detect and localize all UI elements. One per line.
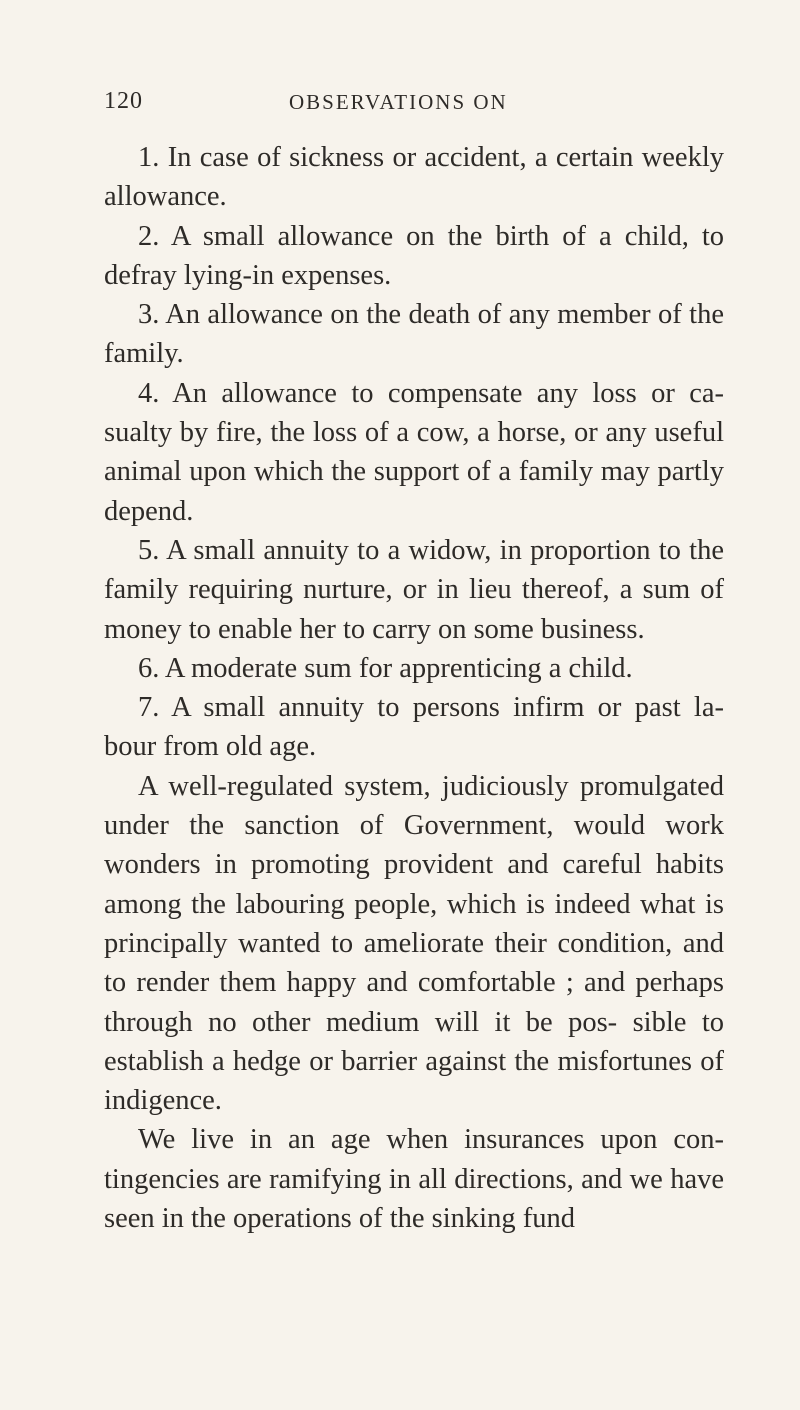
list-item-1: 1. In case of sickness or accident, a certain weekly allowance. [104, 142, 724, 213]
page-header [104, 88, 724, 124]
list-item-7: 7. A small annuity to persons infirm or past la- bour from old age. [104, 692, 724, 763]
list-item-6: 6. A moderate sum for apprenticing a child. [138, 652, 633, 684]
list-item-2: 2. A small allowance on the birth of a child, to defray lying-in expenses. [104, 220, 724, 291]
body-text [104, 138, 724, 1238]
paragraph-insurances: We live in an age when insurances upon con- tingencies are ramifying in all directions, and we have seen in the operations of the sinking fund [104, 1124, 724, 1235]
list-item-3: 3. An allowance on the death of any member of the family. [104, 299, 724, 370]
page-number: 120 [104, 88, 143, 114]
list-item-5: 5. A small annuity to a widow, in proportion to the family requiring nurture, or in lieu thereof, a sum of money to enable her to carry on some business. [104, 534, 724, 645]
running-head: OBSERVATIONS ON [289, 90, 508, 114]
paragraph-system: A well-regulated system, judiciously promulgated under the sanction of Government, would work wonders in promoting provident and careful habits among the labouring people, which is indeed what is principally wanted to ameliorate their condition, and to render them happy and comfortable ; and perhaps through no other medium will it be pos- sible to establish a hedge or barrier against the misfortunes of indigence. [104, 770, 724, 1117]
list-item-4: 4. An allowance to compensate any loss or ca- sualty by fire, the loss of a cow, a horse, or any useful animal upon which the support of a family may partly depend. [104, 377, 724, 527]
